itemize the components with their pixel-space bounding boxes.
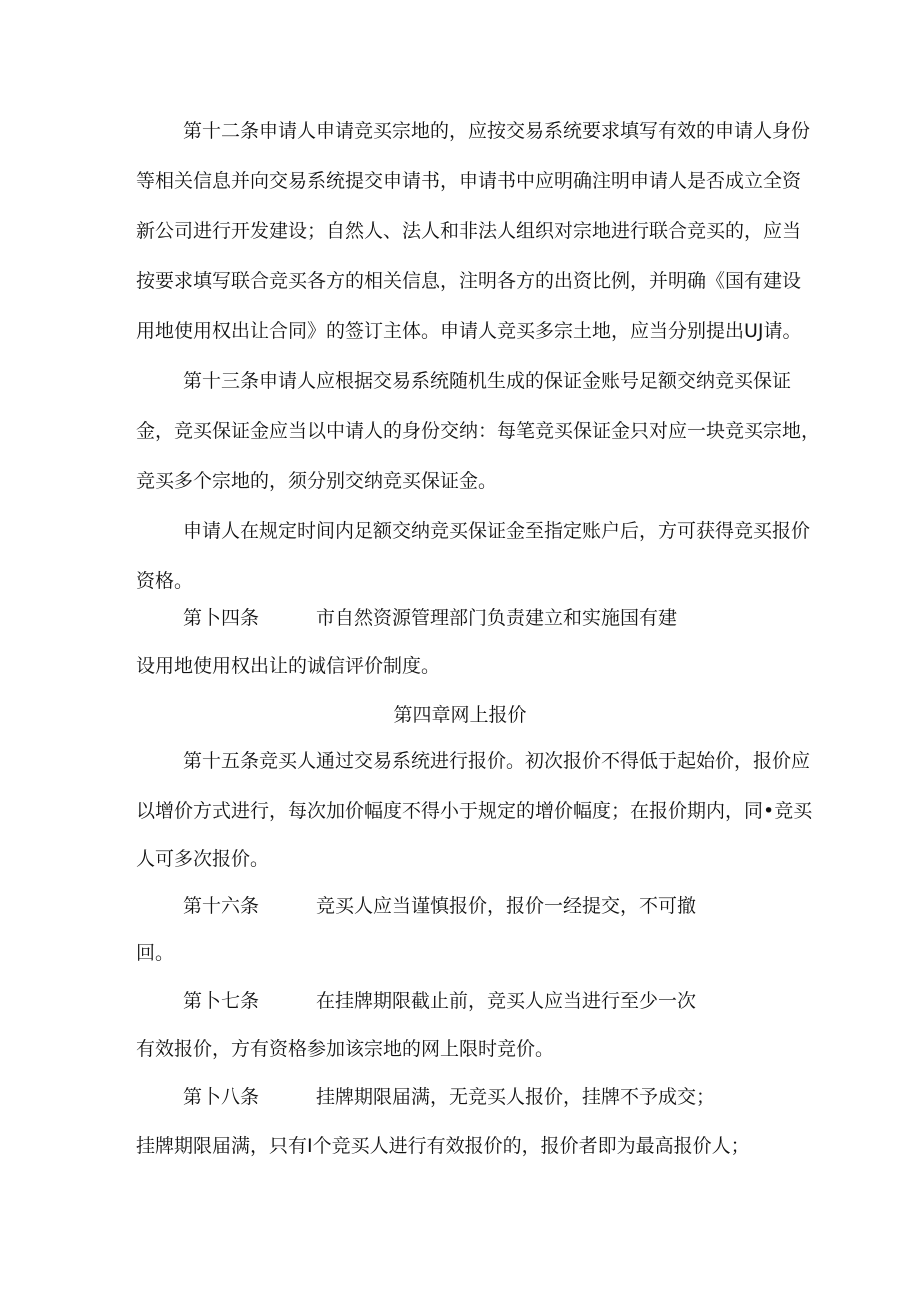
article-12-line-4: 按要求填写联合竞买各方的相关信息，注明各方的出资比例，并明确《国有建设 [136, 270, 802, 292]
article-17-label: 第卜七条 [183, 990, 260, 1012]
chapter-4-heading: 第四章网上报价 [393, 704, 527, 726]
article-15-line-1: 第十五条竞买人通过交易系统进行报价。初次报价不得低于起始价，报价应 [183, 750, 811, 772]
article-14-text: 市自然资源管理部门负责建立和实施国有建 [316, 607, 678, 629]
article-15-line-2: 以增价方式进行，每次加价幅度不得小于规定的增价幅度；在报价期内，同•竞买 [136, 800, 813, 822]
article-16-continuation: 回。 [136, 942, 175, 964]
article-15-line-3: 人可多次报价。 [136, 848, 270, 870]
article-18-continuation: 挂牌期限届满，只有I个竞买人进行有效报价的，报价者即为最高报价人； [136, 1135, 750, 1157]
deposit-paragraph-line-1: 申请人在规定时间内足额交纳竞买保证金至指定账户后，方可获得竞买报价 [183, 520, 811, 542]
article-17-text: 在挂牌期限截止前，竞买人应当进行至少一次 [316, 990, 697, 1012]
article-13-line-2: 金，竞买保证金应当以中请人的身份交纳：每笔竞买保证金只对应一块竞买宗地， [136, 420, 821, 442]
article-16-label: 第十六条 [183, 895, 260, 917]
article-18-label: 第卜八条 [183, 1086, 260, 1108]
article-14-label: 第卜四条 [183, 607, 260, 629]
article-12-line-3: 新公司进行开发建设；自然人、法人和非法人组织对宗地进行联合竞买的，应当 [136, 220, 802, 242]
article-12-line-2: 等相关信息并向交易系统提交申请书，申请书中应明确注明申请人是否成立全资 [136, 170, 802, 192]
article-12-line-1: 第十二条申请人申请竞买宗地的，应按交易系统要求填写有效的申请人身份 [183, 120, 811, 142]
article-13-line-3: 竞买多个宗地的，须分别交纳竞买保证金。 [136, 470, 498, 492]
article-17-continuation: 有效报价，方有资格参加该宗地的网上限时竞价。 [136, 1038, 555, 1060]
article-18-text: 挂牌期限届满，无竞买人报价，挂牌不予成交； [316, 1086, 716, 1108]
article-16-text: 竞买人应当谨慎报价，报价一经提交，不可撤 [316, 895, 697, 917]
article-14-continuation: 设用地使用权出让的诚信评价制度。 [136, 655, 441, 677]
article-12-line-5: 用地使用权出让合同》的签订主体。申请人竞买多宗土地，应当分别提出UJ请。 [136, 320, 802, 342]
deposit-paragraph-line-2: 资格。 [136, 570, 194, 592]
article-13-line-1: 第十三条申请人应根据交易系统随机生成的保证金账号足额交纳竞买保证 [183, 370, 792, 392]
